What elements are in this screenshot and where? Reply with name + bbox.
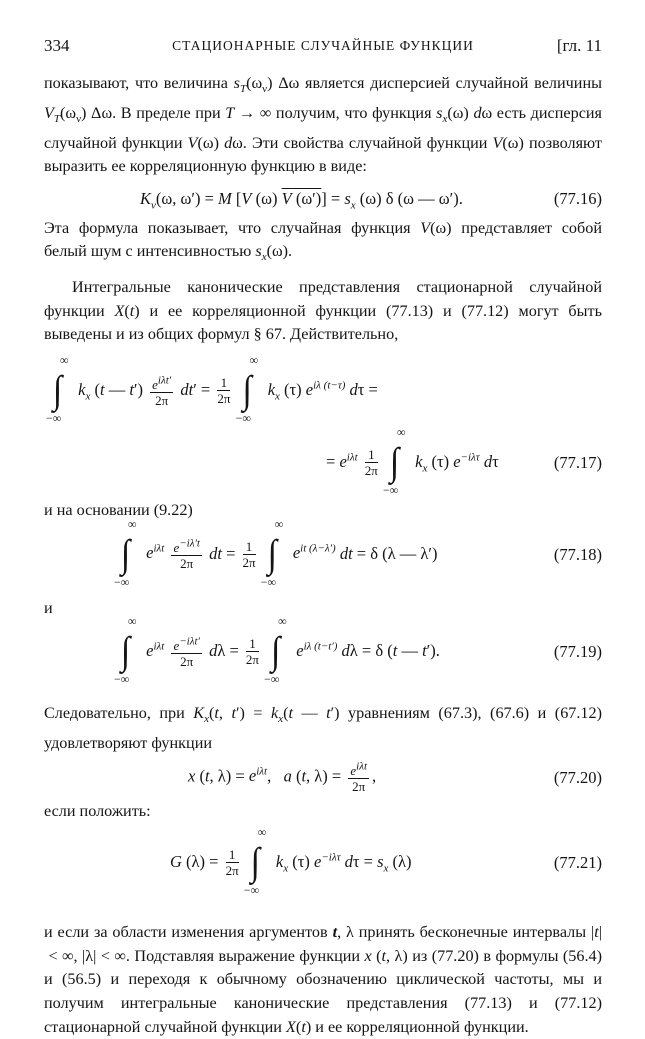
page-number: 334 [44, 36, 70, 55]
paragraph-7: если положить: [44, 801, 151, 820]
integral-sign: ∫ ∞ −∞ [243, 825, 267, 898]
equation-number: (77.16) [553, 188, 602, 208]
paragraph-1: показывают, что величина $s_T(\omega_\nu)$ Δω является дисперсией случайной величины $V_T(\omega_\nu)$ Δω. В пределе при T → ∞ получим, что функция $s_x(\omega)$ dω есть дисперсия случайной функции V(ω) dω. Эти свойства случайной функции V(ω) позволяют выразить ее корреляционную функцию в виде: [44, 74, 602, 176]
paragraph-6: Следовательно, при $K_x(t$, $t') = k_x(t$ — t′) уравнениям (67.3), (67.6) и (67.12) удовлетворяют функции [44, 704, 603, 753]
equation-77-20: x (t, $\lambda) = e^{i\lambda t}$, a (t, λ) = $\frac{e^{i\lambda t}}{2\pi}$ , (77.20) [188, 760, 602, 794]
paragraph-4: и на основании (9.22) [44, 501, 193, 520]
equation-number: (77.19) [553, 642, 602, 662]
integral-sign: ∫ ∞ −∞ [46, 353, 69, 426]
integral-sign: ∫ ∞ −∞ [114, 516, 137, 589]
equation-number: (77.17) [553, 453, 602, 473]
equation-number: (77.21) [553, 853, 602, 873]
running-title: СТАЦИОНАРНЫЕ СЛУЧАЙНЫЕ ФУНКЦИИ [172, 38, 474, 53]
equation-number: (77.20) [553, 767, 602, 787]
paragraph-3: Интегральные канонические представления стационарной случайной функции X(t) и ее корреляционной функции (77.13) и (77.12) могут быть выведены и из общих формул § 67. Действительно, [44, 278, 603, 344]
chapter-marker: [гл. 11 [556, 36, 602, 55]
book-page [44, 36, 602, 1039]
equation-77-16: $K_v(\omega$, ω′) = M [V (ω) V $(\omega')] = s_x$ (ω) δ (ω — ω′). (77.16) [140, 188, 602, 212]
integral-sign: ∫ ∞ −∞ [264, 614, 287, 687]
equation-77-17: ∫ ∞ −∞ $k_x$ (t — t′) $\frac{e^{i\lambda t'}}{2\pi}$ dt′ = $\frac{1}{2\pi}$ ∫ ∞ −∞ $k_x$ (τ) $e^{i\lambda (t-\tau)}$ dτ = = $e^{i\lambda t}$ $\frac{1}{2\pi}$ ∫ ∞ −∞ $k_x$ (τ) $e^{-i\lambda\tau}$ dτ (77.17) [46, 353, 602, 498]
integral-sign: ∫ ∞ −∞ [382, 425, 406, 498]
paragraph-5: и [44, 598, 53, 617]
integral-sign: ∫ ∞ −∞ [235, 353, 259, 426]
equation-77-18: ∫ ∞ −∞ $e^{i\lambda t}$ $\frac{e^{-i\lambda't}}{2\pi}$ dt = $\frac{1}{2\pi}$ ∫ ∞ −∞ $e^{it (\lambda-\lambda')}$ dt = δ (λ — λ′) (77.18) [114, 516, 602, 589]
integral-sign: ∫ ∞ −∞ [114, 614, 137, 687]
integral-sign: ∫ ∞ −∞ [260, 516, 284, 589]
paragraph-8: и если за области изменения аргументов t, λ принять бесконечные интервалы |t| < ∞, |λ| < ∞. Подставляя выражение функции x (t, λ) из (77.20) в формулы (56.4) и (56.5) и переходя к обычному обозначению циклической частоты, мы и получим интегральные канонические представления (77.13) и (77.12) стационарной случайной функции X(t) и ее корреляционной функции. [44, 923, 603, 1036]
equation-77-19: ∫ ∞ −∞ $e^{i\lambda t}$ $\frac{e^{-i\lambda t'}}{2\pi}$ dλ = $\frac{1}{2\pi}$ ∫ ∞ −∞ $e^{i\lambda (t-t')}$ dλ = δ (t — t′). (77.19) [114, 614, 602, 687]
paragraph-2: Эта формула показывает, что случайная функция V(ω) представляет собой белый шум с интенсивностью $s_x(\omega)$. [44, 218, 602, 264]
equation-number: (77.18) [553, 544, 602, 564]
equation-77-21: G (λ) = $\frac{1}{2\pi}$ ∫ ∞ −∞ $k_x$ (τ) $e^{-i\lambda\tau}$ $d\tau = s_x$ (λ) (77.21) [170, 825, 602, 898]
running-header [44, 36, 602, 60]
